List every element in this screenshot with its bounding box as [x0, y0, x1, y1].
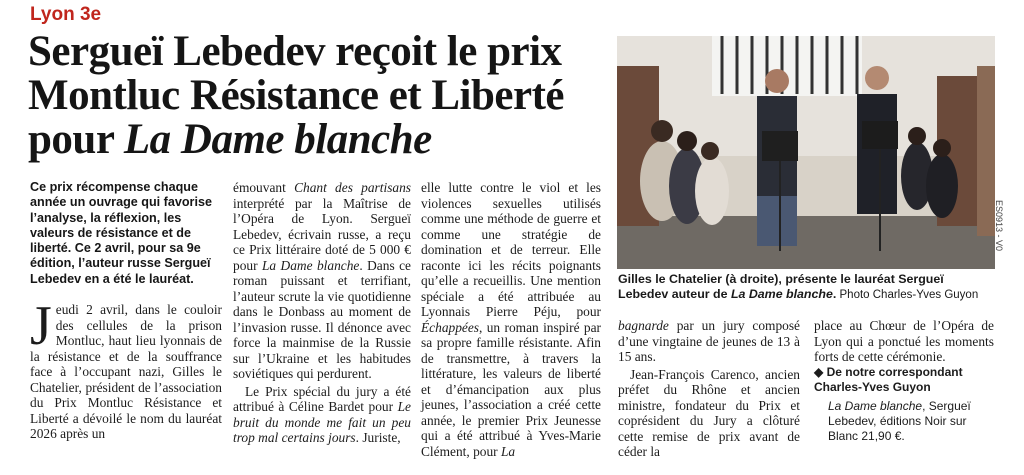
column-1-text: eudi 2 avril, dans le couloir des cellules de la prison Montluc, haut lieu lyonnais de la résistance et de la souffrance face à l’occupant nazi, Gilles le Chatelier, président de l’association du Prix Montluc Résistance et Liberté a dévoilé le nom du lauréat 2026 après un: [30, 302, 222, 441]
ceremony-photo-illustration: [617, 36, 995, 269]
article-column-5: [814, 318, 994, 444]
section-rubric: Lyon 3e: [30, 4, 102, 25]
article-column-3: [421, 180, 601, 459]
photo-credit: Photo Charles-Yves Guyon: [836, 289, 979, 301]
headline-line-3: pour: [28, 116, 124, 163]
byline-name: Charles-Yves Guyon: [814, 379, 931, 394]
column-2-paragraph-2: Le Prix spécial du jury a été attribué à Céline Bardet pour Le bruit du monde me fait un peu trop mal certains jours. Juriste,: [233, 383, 411, 445]
column-2-paragraph-1: émouvant Chant des partisans interprété par la Maîtrise de l’Opéra de Lyon. Sergueï Lebedev, écrivain russe, a reçu ce Prix littéraire doté de 5 000 € pour La Dame blanche. Dans ce roman puissant et terrifiant, l’auteur scrute la vie quotidienne dans le Donbass au moment de l’invasion russe. Il dénonce avec force la mainmise de la Russie sur l’Ukraine et les habitudes soviétiques qui perdurent.: [233, 180, 412, 381]
headline-line-2: Montluc Résistance et Liberté: [28, 72, 564, 119]
article-column-4: [618, 318, 800, 460]
drop-cap: J: [30, 295, 52, 357]
article-column-2: [233, 180, 411, 446]
book-reference: La Dame blanche, Sergueï Lebedev, éditions Noir sur Blanc 21,90 €.: [828, 398, 971, 443]
headline-line-1: Sergueï Lebedev reçoit le prix: [28, 28, 562, 75]
photo-caption: Gilles le Chatelier (à droite), présente le lauréat Sergueï Lebedev auteur de La Dame blanche. Photo Charles-Yves Guyon: [618, 272, 979, 301]
column-4-paragraph-1: bagnarde par un jury composé d’une vingtaine de jeunes de 13 à 15 ans.: [618, 318, 800, 364]
article-lead: Ce prix récompense chaque année un ouvrage qui favorise l’analyse, la réflexion, les valeurs de résistance et de liberté. Ce 2 avril, pour sa 9e édition, l’auteur russe Sergueï Lebedev en a été le lauréat.: [30, 180, 212, 286]
article-column-1: [30, 295, 222, 442]
column-5-paragraph-1: place au Chœur de l’Opéra de Lyon qui a ponctué les moments forts de cette cérémonie.: [814, 318, 994, 364]
edition-code: ES0913 - V0: [994, 200, 1004, 252]
column-4-paragraph-2: Jean-François Carenco, ancien préfet du Rhône et ancien ministre, fondateur du Prix et coprésident du Jury a clôturé cette remise de prix avant de céder la: [618, 366, 800, 459]
article-headline: [28, 30, 608, 162]
column-3-paragraph-1: elle lutte contre le viol et les violences sexuelles utilisés comme une méthode de guerre et comme une stratégie de domination et de terreur. Elle raconte ici les récits poignants qu’elle a recueillis. Une mention spéciale a été attribuée au Lyonnais Pierre Péju, pour Échappées, un roman inspiré par sa propre famille résistante. Afin de transmettre, à travers la littérature, les valeurs de liberté et d’émancipation aux plus jeunes, l’association a créé cette année, le premier Prix Jeunesse qui a été attribué à Yves-Marie Clément, pour La: [421, 180, 601, 459]
article-photo: [617, 36, 995, 269]
byline-label: ◆ De notre correspondant: [814, 364, 963, 379]
headline-book-title: La Dame blanche: [123, 116, 432, 163]
